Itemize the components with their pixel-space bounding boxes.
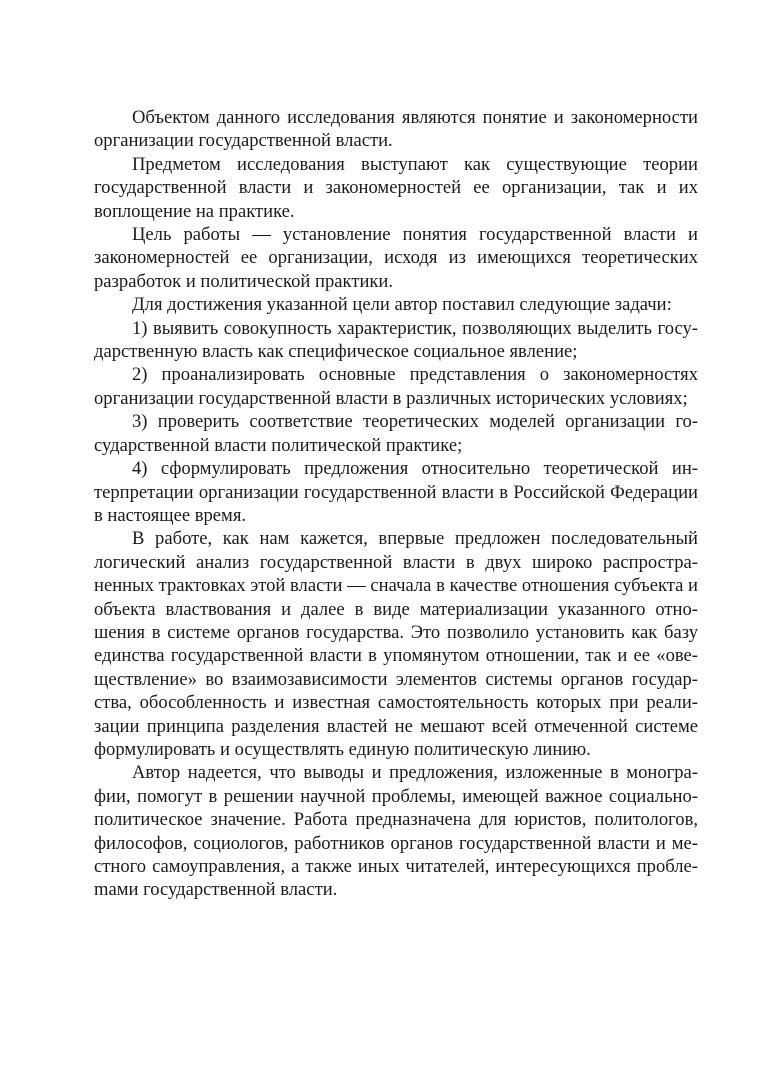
paragraph-tasks-intro: Для достижения указанной цели автор поставил следующие задачи: <box>132 294 672 316</box>
body-text <box>94 106 698 902</box>
paragraph-task-3: 3) проверить соответствие теоретических моделей организации государственной власти политической практике; <box>94 411 698 456</box>
paragraph-task-2: 2) проанализировать основные представления о закономерностях организации государственной власти в различных исторических условиях; <box>94 364 698 409</box>
paragraph-task-4: 4) сформулировать предложения относительно теоретической интерпретации организации государственной власти в Российской Федерации в настоящее время. <box>94 458 698 526</box>
paragraph-goal: Цель работы — установление понятия государственной власти и закономерностей ее организации, исходя из имеющихся теоретических разработок и политической практики. <box>94 224 698 292</box>
paragraph-object: Объектом данного исследования являются понятие и закономерности организации государственной власти. <box>94 107 698 152</box>
paragraph-task-1: 1) выявить совокупность характеристик, позволяющих выделить государственную власть как специфическое социальное явление; <box>94 317 698 363</box>
paragraph-audience: Автор надеется, что выводы и предложения, изложенные в монографии, помогут в решении научной проблемы, имеющей важное социально-политическое значение. Работа предназначена для юристов, политологов, философов, социологов, работников органов государственной власти и местного самоуправления, а также иных читателей, интересующихся проблеmами государственной власти. <box>94 762 698 901</box>
paragraph-novelty: В работе, как нам кажется, впервые предложен последовательный логический анализ государственной власти в двух широко распространенных трактовках этой власти — сначала в качестве отношения субъекта и объекта властвования и далее в виде материализации указанного отношения в системе органов государства. Это позволило установить как базу единства государственной власти в упомянутом отношении, так и ее «овеществление» во взаимозависимости элементов системы органов государства, обособленность и известная самостоятельность которых при реализации принципа разделения властей не мешают всей отмеченной системе формулировать и осуществлять единую политическую линию. <box>94 528 698 760</box>
paragraph-subject: Предметом исследования выступают как существующие теории государственной власти и закономерностей ее организации, так и их воплощение на практике. <box>94 153 698 222</box>
